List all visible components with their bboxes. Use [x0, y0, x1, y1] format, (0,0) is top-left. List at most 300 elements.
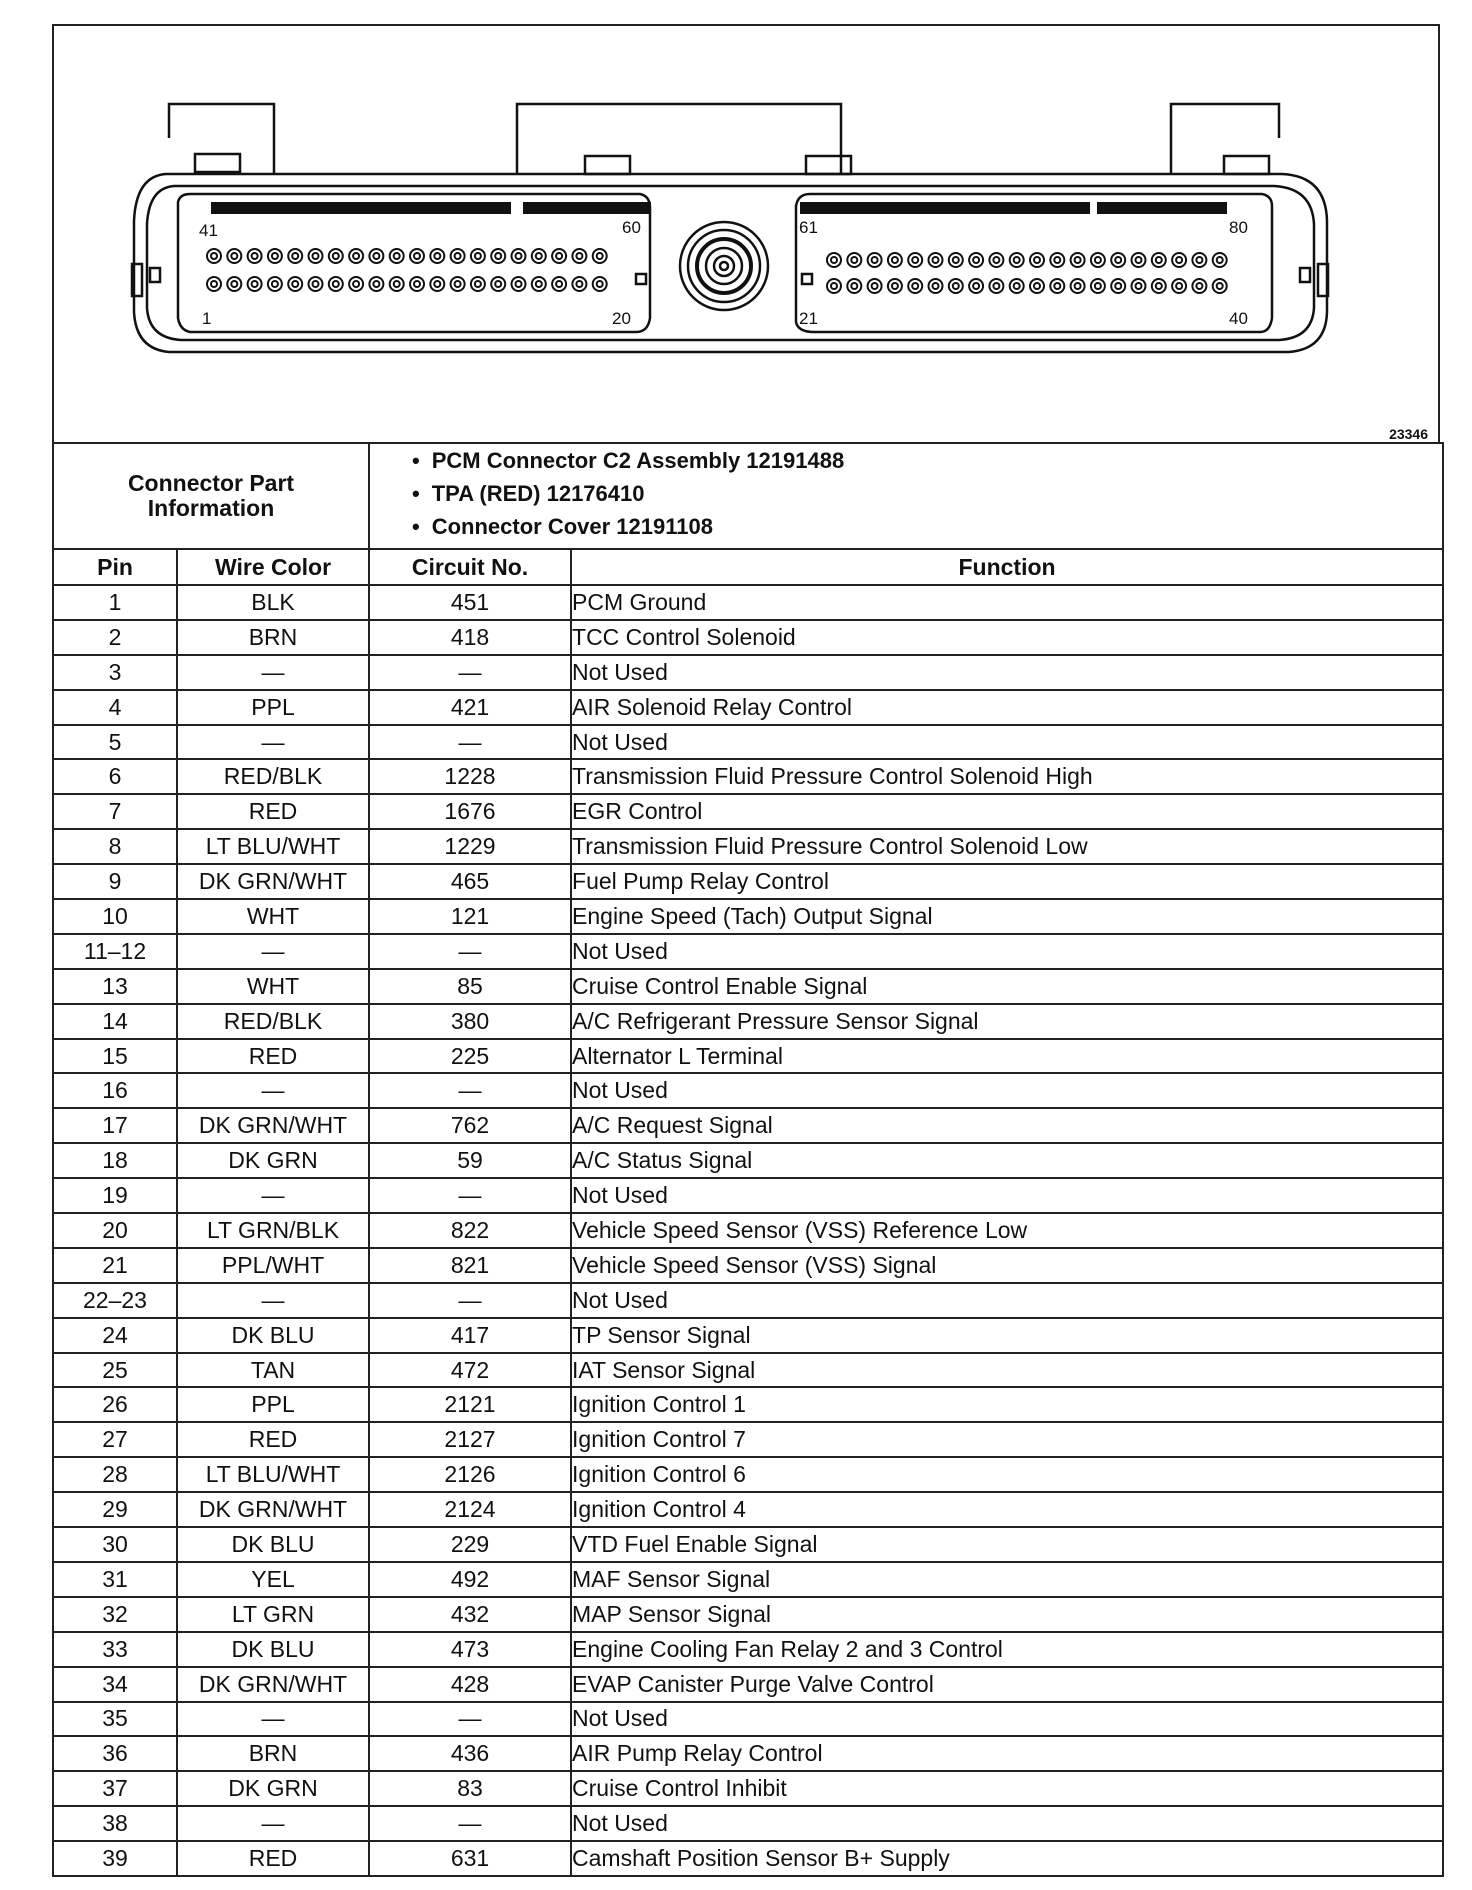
pin-hole-center [1217, 257, 1223, 263]
table-row [53, 1667, 1443, 1702]
pin-hole-center [892, 257, 898, 263]
circuit-cell: 451 [369, 585, 571, 620]
pin-hole [1111, 253, 1125, 267]
pin-hole-center [851, 283, 857, 289]
wire-color-cell: BLK [177, 585, 369, 620]
circuit-cell: 821 [369, 1248, 571, 1283]
pin-hole [471, 249, 485, 263]
pin-hole-center [933, 283, 939, 289]
wire-color-cell: DK GRN/WHT [177, 1108, 369, 1143]
wire-color-cell: BRN [177, 1736, 369, 1771]
pin-cell: 8 [53, 829, 177, 864]
wire-color-cell: DK BLU [177, 1527, 369, 1562]
circuit-cell: — [369, 1178, 571, 1213]
pin-assignment-table [52, 442, 1444, 1877]
function-cell: VTD Fuel Enable Signal [571, 1527, 1443, 1562]
circuit-cell: 2124 [369, 1492, 571, 1527]
pin-cell: 22–23 [53, 1283, 177, 1318]
pin-cell: 11–12 [53, 934, 177, 969]
pin-cell: 7 [53, 794, 177, 829]
function-cell: Ignition Control 4 [571, 1492, 1443, 1527]
pin-hole-center [414, 281, 420, 287]
pin-hole-center [516, 253, 522, 259]
pin-hole-center [292, 281, 298, 287]
pin-cell: 33 [53, 1632, 177, 1667]
pin-hole [1132, 253, 1146, 267]
pin-hole-center [851, 257, 857, 263]
wire-color-cell: — [177, 655, 369, 690]
pin-hole [1172, 253, 1186, 267]
pin-cell: 35 [53, 1702, 177, 1737]
pin-hole-center [1034, 283, 1040, 289]
pin-hole-center [576, 253, 582, 259]
pin-hole-center [1014, 283, 1020, 289]
function-cell: Not Used [571, 1283, 1443, 1318]
pin-hole [288, 249, 302, 263]
table-row [53, 1178, 1443, 1213]
circuit-cell: 473 [369, 1632, 571, 1667]
pin-hole [1091, 279, 1105, 293]
circuit-cell: — [369, 655, 571, 690]
pin-hole [227, 249, 241, 263]
part-info-label-line1: Connector Part [127, 470, 295, 496]
pin-hole [1213, 253, 1227, 267]
pin-hole-center [516, 281, 522, 287]
pin-cell: 32 [53, 1597, 177, 1632]
table-row [53, 1492, 1443, 1527]
pin-hole-center [1136, 283, 1142, 289]
circuit-cell: 492 [369, 1562, 571, 1597]
pin-hole [1071, 253, 1085, 267]
function-cell: Vehicle Speed Sensor (VSS) Signal [571, 1248, 1443, 1283]
pin-cell: 14 [53, 1004, 177, 1039]
pin-hole [207, 249, 221, 263]
circuit-cell: 121 [369, 899, 571, 934]
column-header-circuit: Circuit No. [369, 549, 571, 585]
wire-color-cell: RED [177, 794, 369, 829]
wire-color-cell: WHT [177, 969, 369, 1004]
pin-hole [430, 249, 444, 263]
pin-hole-center [495, 253, 501, 259]
function-cell: Not Used [571, 934, 1443, 969]
column-header-pin: Pin [53, 549, 177, 585]
table-row [53, 1562, 1443, 1597]
wire-color-cell: RED [177, 1841, 369, 1876]
pin-hole-center [455, 253, 461, 259]
pin-hole-center [953, 283, 959, 289]
pin-hole [309, 249, 323, 263]
function-cell: EGR Control [571, 794, 1443, 829]
circuit-cell: 472 [369, 1353, 571, 1388]
table-row [53, 1248, 1443, 1283]
wire-color-cell: DK GRN [177, 1771, 369, 1806]
function-cell: A/C Refrigerant Pressure Sensor Signal [571, 1004, 1443, 1039]
table-row [53, 620, 1443, 655]
wire-color-cell: DK BLU [177, 1318, 369, 1353]
pin-cell: 4 [53, 690, 177, 725]
column-header-function: Function [571, 549, 1443, 585]
pin-hole-center [475, 253, 481, 259]
pin-cell: 31 [53, 1562, 177, 1597]
pin-hole [572, 277, 586, 291]
pin-hole [1132, 279, 1146, 293]
function-cell: AIR Pump Relay Control [571, 1736, 1443, 1771]
pin-hole [451, 249, 465, 263]
pin-hole-center [333, 253, 339, 259]
pin-cell: 36 [53, 1736, 177, 1771]
pin-cell: 34 [53, 1667, 177, 1702]
table-row [53, 1004, 1443, 1039]
pin-hole [868, 279, 882, 293]
wire-color-cell: — [177, 1806, 369, 1841]
table-row [53, 934, 1443, 969]
wire-color-cell: LT GRN/BLK [177, 1213, 369, 1248]
pin-hole-center [536, 253, 542, 259]
function-cell: Transmission Fluid Pressure Control Solenoid High [571, 759, 1443, 794]
pin-hole-center [455, 281, 461, 287]
circuit-cell: — [369, 1806, 571, 1841]
pin-hole-center [1115, 283, 1121, 289]
pin-hole [908, 279, 922, 293]
table-row [53, 1073, 1443, 1108]
pin-hole [1050, 253, 1064, 267]
function-cell: Not Used [571, 1073, 1443, 1108]
circuit-cell: — [369, 1702, 571, 1737]
pin-hole-center [912, 257, 918, 263]
pin-label-40: 40 [1229, 309, 1248, 328]
pin-hole [248, 249, 262, 263]
pin-hole-center [353, 253, 359, 259]
pin-hole [1091, 253, 1105, 267]
function-cell: TP Sensor Signal [571, 1318, 1443, 1353]
pin-hole [349, 249, 363, 263]
table-row [53, 899, 1443, 934]
pin-hole [1172, 279, 1186, 293]
wire-color-cell: PPL [177, 1387, 369, 1422]
pin-hole [369, 249, 383, 263]
circuit-cell: 432 [369, 1597, 571, 1632]
pin-hole-center [231, 281, 237, 287]
pin-hole [552, 249, 566, 263]
function-cell: Cruise Control Enable Signal [571, 969, 1443, 1004]
pin-hole [1152, 279, 1166, 293]
pin-hole [572, 249, 586, 263]
wire-color-cell: BRN [177, 620, 369, 655]
pin-hole-center [1115, 257, 1121, 263]
function-cell: EVAP Canister Purge Valve Control [571, 1667, 1443, 1702]
circuit-cell: 1676 [369, 794, 571, 829]
pin-cell: 20 [53, 1213, 177, 1248]
connector-diagram-panel [52, 24, 1440, 442]
pin-hole-center [1054, 257, 1060, 263]
circuit-cell: 1228 [369, 759, 571, 794]
pin-hole [868, 253, 882, 267]
function-cell: Ignition Control 7 [571, 1422, 1443, 1457]
circuit-cell: 59 [369, 1143, 571, 1178]
circuit-cell: 2126 [369, 1457, 571, 1492]
pin-label-80: 80 [1229, 218, 1248, 237]
pin-hole [1213, 279, 1227, 293]
pin-hole-center [414, 253, 420, 259]
pin-hole-center [1136, 257, 1142, 263]
part-info-label [53, 443, 369, 549]
pin-hole [390, 277, 404, 291]
pin-hole-center [434, 253, 440, 259]
pin-hole-center [1014, 257, 1020, 263]
pin-hole-center [1095, 283, 1101, 289]
circuit-cell: 85 [369, 969, 571, 1004]
part-info-item: • TPA (RED) 12176410 [412, 477, 1442, 510]
pin-cell: 10 [53, 899, 177, 934]
table-row [53, 759, 1443, 794]
wire-color-cell: — [177, 1283, 369, 1318]
pin-hole-center [912, 283, 918, 289]
pin-hole [390, 249, 404, 263]
circuit-cell: 465 [369, 864, 571, 899]
figure-number: 23346 [1389, 426, 1428, 442]
pin-hole [593, 249, 607, 263]
circuit-cell: — [369, 1283, 571, 1318]
pin-hole-center [1156, 257, 1162, 263]
pin-hole-center [1034, 257, 1040, 263]
function-cell: Vehicle Speed Sensor (VSS) Reference Low [571, 1213, 1443, 1248]
pin-cell: 30 [53, 1527, 177, 1562]
circuit-cell: — [369, 1073, 571, 1108]
pin-hole-center [373, 253, 379, 259]
pin-hole-center [394, 281, 400, 287]
pin-hole [949, 253, 963, 267]
table-row [53, 864, 1443, 899]
wire-color-cell: PPL [177, 690, 369, 725]
circuit-cell: 762 [369, 1108, 571, 1143]
pin-hole-center [1217, 283, 1223, 289]
pin-hole-center [556, 281, 562, 287]
table-row [53, 969, 1443, 1004]
table-row [53, 1806, 1443, 1841]
part-info-label-line2: Information [147, 495, 275, 521]
pin-hole [1010, 279, 1024, 293]
circuit-cell: — [369, 934, 571, 969]
pin-cell: 38 [53, 1806, 177, 1841]
function-cell: TCC Control Solenoid [571, 620, 1443, 655]
pin-hole-center [1075, 257, 1081, 263]
pin-hole-center [1176, 283, 1182, 289]
wire-color-cell: LT GRN [177, 1597, 369, 1632]
table-row [53, 1108, 1443, 1143]
pin-hole [512, 277, 526, 291]
pin-cell: 6 [53, 759, 177, 794]
pin-hole-center [353, 281, 359, 287]
pin-hole [552, 277, 566, 291]
pin-cell: 18 [53, 1143, 177, 1178]
pin-label-60: 60 [622, 218, 641, 237]
table-row [53, 690, 1443, 725]
pin-hole [410, 277, 424, 291]
pin-hole-center [394, 253, 400, 259]
pin-hole-center [272, 281, 278, 287]
pin-hole [827, 279, 841, 293]
pin-hole-center [313, 281, 319, 287]
pin-hole [969, 279, 983, 293]
pin-hole-center [993, 257, 999, 263]
wire-color-cell: PPL/WHT [177, 1248, 369, 1283]
pin-hole [1071, 279, 1085, 293]
function-cell: AIR Solenoid Relay Control [571, 690, 1443, 725]
pin-hole [969, 253, 983, 267]
pin-hole-center [475, 281, 481, 287]
table-row [53, 1143, 1443, 1178]
pin-hole-center [1196, 283, 1202, 289]
pin-hole [888, 279, 902, 293]
pin-hole-center [536, 281, 542, 287]
pin-cell: 25 [53, 1353, 177, 1388]
table-row [53, 1387, 1443, 1422]
wire-color-cell: — [177, 725, 369, 760]
circuit-cell: 822 [369, 1213, 571, 1248]
table-row [53, 794, 1443, 829]
circuit-cell: 436 [369, 1736, 571, 1771]
wire-color-cell: RED/BLK [177, 1004, 369, 1039]
connector-sheet [52, 24, 1442, 1876]
table-row [53, 1771, 1443, 1806]
circuit-cell: — [369, 725, 571, 760]
circuit-cell: 428 [369, 1667, 571, 1702]
pin-cell: 27 [53, 1422, 177, 1457]
pin-hole-center [933, 257, 939, 263]
pin-hole-center [872, 257, 878, 263]
pin-hole [989, 253, 1003, 267]
pin-hole-center [1156, 283, 1162, 289]
pin-cell: 28 [53, 1457, 177, 1492]
table-row [53, 585, 1443, 620]
pin-hole-center [1095, 257, 1101, 263]
function-cell: Not Used [571, 655, 1443, 690]
table-row [53, 1318, 1443, 1353]
function-cell: Engine Speed (Tach) Output Signal [571, 899, 1443, 934]
pin-hole [410, 249, 424, 263]
table-row [53, 1702, 1443, 1737]
pin-hole [1010, 253, 1024, 267]
pin-hole [430, 277, 444, 291]
pin-hole [491, 277, 505, 291]
pin-hole [929, 253, 943, 267]
pin-hole [268, 249, 282, 263]
table-row [53, 1213, 1443, 1248]
pin-hole [309, 277, 323, 291]
part-info-item: • PCM Connector C2 Assembly 12191488 [412, 444, 1442, 477]
pin-label-21: 21 [799, 309, 818, 328]
pin-hole [1152, 253, 1166, 267]
pin-hole [329, 277, 343, 291]
function-cell: Not Used [571, 1178, 1443, 1213]
function-cell: Camshaft Position Sensor B+ Supply [571, 1841, 1443, 1876]
pin-hole-center [872, 283, 878, 289]
pin-hole-center [272, 253, 278, 259]
wire-color-cell: DK GRN/WHT [177, 1492, 369, 1527]
pin-hole [1192, 279, 1206, 293]
table-row [53, 1283, 1443, 1318]
pin-hole [532, 277, 546, 291]
function-cell: Not Used [571, 1702, 1443, 1737]
pin-hole-center [831, 257, 837, 263]
wire-color-cell: YEL [177, 1562, 369, 1597]
pin-cell: 26 [53, 1387, 177, 1422]
table-row [53, 655, 1443, 690]
table-row [53, 1841, 1443, 1876]
pin-hole [908, 253, 922, 267]
pin-hole-center [892, 283, 898, 289]
pin-hole [349, 277, 363, 291]
pin-cell: 3 [53, 655, 177, 690]
table-row [53, 1597, 1443, 1632]
pin-hole-center [252, 253, 258, 259]
wire-color-cell: TAN [177, 1353, 369, 1388]
wire-color-cell: DK GRN/WHT [177, 1667, 369, 1702]
pin-hole [1050, 279, 1064, 293]
pin-label-20: 20 [612, 309, 631, 328]
pin-cell: 21 [53, 1248, 177, 1283]
wire-color-cell: — [177, 1178, 369, 1213]
wire-color-cell: — [177, 934, 369, 969]
circuit-cell: 631 [369, 1841, 571, 1876]
pin-cell: 5 [53, 725, 177, 760]
pin-hole [827, 253, 841, 267]
function-cell: Ignition Control 1 [571, 1387, 1443, 1422]
function-cell: Transmission Fluid Pressure Control Solenoid Low [571, 829, 1443, 864]
wire-color-cell: LT BLU/WHT [177, 829, 369, 864]
pin-hole-center [597, 253, 603, 259]
function-cell: Ignition Control 6 [571, 1457, 1443, 1492]
wire-color-cell: DK BLU [177, 1632, 369, 1667]
pin-label-41: 41 [199, 221, 218, 240]
wire-color-cell: LT BLU/WHT [177, 1457, 369, 1492]
circuit-cell: 1229 [369, 829, 571, 864]
pin-hole-center [434, 281, 440, 287]
pin-cell: 9 [53, 864, 177, 899]
circuit-cell: 417 [369, 1318, 571, 1353]
pin-hole-center [1196, 257, 1202, 263]
pin-hole [491, 249, 505, 263]
part-info-row [53, 443, 1443, 549]
wire-color-cell: DK GRN/WHT [177, 864, 369, 899]
pin-hole [512, 249, 526, 263]
table-row [53, 725, 1443, 760]
pin-cell: 1 [53, 585, 177, 620]
pin-cell: 19 [53, 1178, 177, 1213]
pin-hole-center [211, 253, 217, 259]
function-cell: MAF Sensor Signal [571, 1562, 1443, 1597]
wire-color-cell: — [177, 1702, 369, 1737]
circuit-cell: 418 [369, 620, 571, 655]
pin-hole [989, 279, 1003, 293]
pin-cell: 2 [53, 620, 177, 655]
pin-hole [1030, 279, 1044, 293]
pin-hole-center [973, 283, 979, 289]
column-header-row [53, 549, 1443, 585]
wire-color-cell: — [177, 1073, 369, 1108]
pin-hole-center [373, 281, 379, 287]
pin-hole [847, 279, 861, 293]
circuit-cell: 2127 [369, 1422, 571, 1457]
pin-hole [929, 279, 943, 293]
function-cell: MAP Sensor Signal [571, 1597, 1443, 1632]
circuit-cell: 83 [369, 1771, 571, 1806]
function-cell: Not Used [571, 1806, 1443, 1841]
function-cell: Alternator L Terminal [571, 1039, 1443, 1074]
function-cell: IAT Sensor Signal [571, 1353, 1443, 1388]
pin-cell: 24 [53, 1318, 177, 1353]
pin-hole [207, 277, 221, 291]
